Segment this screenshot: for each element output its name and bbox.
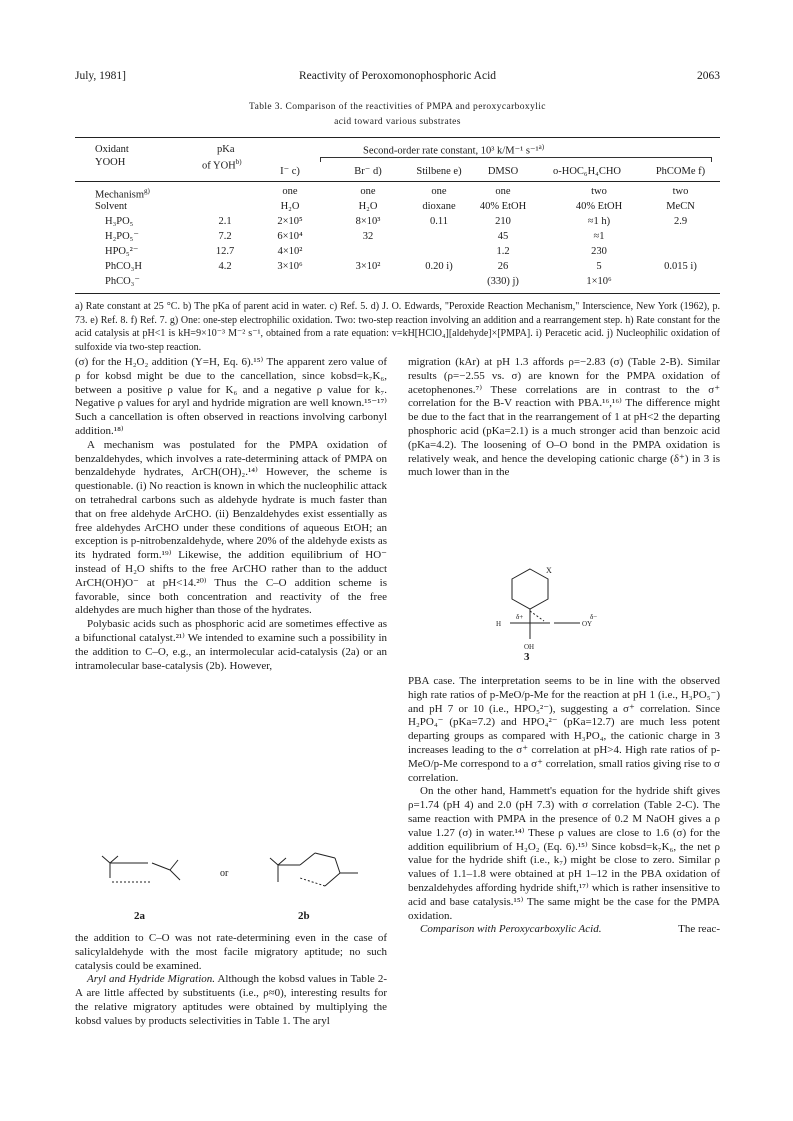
table-caption-line1: Table 3. Comparison of the reactivities of PMPA and peroxycarboxylic [249,102,546,112]
table-row-name: HPO₅²⁻ [105,246,139,257]
header-rate-constant: Second-order rate constant, 10³ k/M⁻¹ s⁻¹$^{a)}$ [363,143,545,157]
table-row-name: PhCO₃H [105,261,142,272]
solvent-cell: H₂O [280,201,300,212]
mechanism-cell: one [360,186,376,197]
section-heading: Comparison with Peroxycarboxylic Acid. [420,923,602,936]
running-head [75,70,720,86]
row-solvent-label: Solvent [95,201,128,212]
table-top-rule [75,137,720,138]
table-cell: 1.2 [496,246,510,257]
table-cell-pka: 2.1 [218,216,232,227]
structure-figure-3 [470,565,650,670]
label-3: 3 [524,651,530,663]
header-pka: pKa [217,144,235,155]
table-cell: 3×10⁶ [277,261,303,272]
mechanism-cell: one [282,186,298,197]
paragraph: Aryl and Hydride Migration. Although the kobsd values in Table 2-A are little affected by substituents (i.e., ρ≈0), interesting results for the relative migratory aptitudes were obtained by multiplying the kobsd values by products selectivities in Table 1. The aryl [75,973,387,1027]
mechanism-cell: two [591,186,607,197]
svg-text:OH: OH [524,643,535,651]
row-mechanism-label: Mechanism$^{g)}$ [95,187,150,201]
table-bottom-rule [75,293,720,294]
table-cell: 230 [591,246,607,257]
paragraph: migration (kAr) at pH 1.3 affords ρ=−2.83 (σ) (Table 2-B). Similar results (ρ=−2.55 vs. σ) are known for the PMPA oxidation of acetophenones.⁷⁾ These correlations are in contrast to the σ⁺ correlation for the B-V reaction with PBA.¹⁶,¹⁶⁾ The difference might be due to the fact that in the rearrangement of 1 at pH<2 the departing phosphoric acid (pKa=2.1) is a much stronger acid than benzoic acid (pKa=4.2). The loosening of O–O bond in the PMPA oxidation is relatively weak, and hence the developing cationic charge (δ⁺) in 3 is much lower than in the [408,356,720,479]
table-footnotes: a) Rate constant at 25 °C. b) The pKa of parent acid in water. c) Ref. 5. d) J. O. Edwards, "Peroxide Reaction Mechanism," Interscience, New York (1962), p. 73. e) Ref. 8. f) Ref. 7. g) One: one-step electrophilic oxidation. Two: two-step reaction involving an addition and a rearrangement step. h) Rate constant for the acid catalysis at pH<1 is kH=9×10⁻³ M⁻² s⁻¹, obtained from a rate equation: v=kH[HClO₄][aldehyde]×[PMPA]. i) Peracetic acid. j) Nucleophilic oxidation of sulfoxide via two-step reaction. [75,301,720,353]
paragraph: A mechanism was postulated for the PMPA oxidation of benzaldehydes, which involves a rate-determining attack of PMPA on benzaldehyde hydrates, ArCH(OH)₂.¹⁴⁾ However, the scheme is questionable. (i) No reaction is known in which the nucleophilic attack on tetrahedral carbons such as aldehyde hydrate is much faster than that on free aldehyde ArCHO. (ii) Benzaldehydes exist essentially as free aldehydes ArCHO under these conditions of aqueous EtOH; an exception is p-nitrobenzaldehyde, where 20% of the aldehyde exists as its hydrated form.¹⁹⁾ Likewise, the addition equilibrium of HO⁻ instead of H₂O shifts to the free ArCHO rather than to the adduct ArCH(OH)O⁻ at pH<14.²⁰⁾ Thus the C–O addition scheme is favorable, since both concentration and reactivity of the free aldehydes are much higher than those of the hydrates. [75,438,387,617]
paragraph: On the other hand, Hammett's equation for the hydride shift gives ρ=1.74 (pH 4) and 2.0 (pH 7.3) with σ correlation (Table 2-C). The same reaction with PMPA in the presence of 0.2 M NaOH gives a ρ value 1.27 (σ) in water.¹⁴⁾ These ρ values are close to 1.6 (σ) for the addition equilibrium of H₂O₂ (Eq. 6).¹⁵⁾ Since kobsd=k₇K₆, the net ρ value for the hydride shift (i.e., k₇) might be close to zero. Similar ρ values of 1.1–1.8 were obtained at pH 1–12 in the PBA oxidation of benzaldehydes affording hydride shift,¹⁷⁾ which is rather insensitive to acid and base catalysis.¹⁵⁾ The same might be the case for the PMPA oxidation. [408,785,720,922]
table-row-name: H₂PO₅⁻ [105,231,139,242]
table-cell: 8×10³ [355,216,381,227]
paragraph: Polybasic acids such as phosphoric acid are sometimes effective as a bifunctional catalyst.²¹⁾ We intended to examine such a possibility in the addition to C–O, e.g., an intermolecular acid-catalysis (2a) or an intramolecular base-catalysis (2b). However, [75,618,387,672]
substrate-iodide: I⁻ c) [280,166,300,177]
mechanism-cell: two [672,186,689,197]
substrate-dmso: DMSO [487,166,519,177]
label-2a: 2a [134,910,145,922]
table-cell: 32 [362,231,374,242]
paragraph: PBA case. The interpretation seems to be in line with the observed high rate ratios of p-MeO/p-Me for the reaction at pH 1 (i.e., H₃PO₅⁻) and pH 7 or 10 (i.e., HPO₅²⁻), suggesting a σ⁺ correlation. Since H₂PO₄⁻ (pKa=7.2) and HPO₄²⁻ (pKa=12.7) are much less potent departing groups as compared with H₃PO₄, the cationic charge in 3 increases leading to the σ⁺ correlation at pH>4. High rate ratios of p-MeO/p-Me correspond to a σ⁺ correlation, small ratios giving rise to σ correlation. [408,675,720,784]
table-cell-pka: 7.2 [218,231,232,242]
substrate-stilbene: Stilbene e) [416,166,462,177]
solvent-cell: 40% EtOH [575,201,623,212]
section-heading: Aryl and Hydride Migration. [87,973,216,986]
table-cell: 0.20 i) [425,261,453,272]
svg-text:δ−: δ− [590,613,598,621]
left-column-top [75,356,387,673]
svg-text:X: X [546,566,552,575]
table-header-rule [75,181,720,182]
header-rate-brace [320,157,712,162]
table-cell: 6×10⁴ [277,231,303,242]
table-cell: 2×10⁵ [277,216,303,227]
table-row-name: H₃PO₅ [105,216,134,227]
table-cell: 26 [497,261,509,272]
table-cell: 1×10⁶ [586,276,612,287]
paragraph: Comparison with Peroxycarboxylic Acid. The reac- [420,923,720,936]
label-or: or [220,868,229,879]
label-2b: 2b [298,910,310,922]
table-cell-pka: 4.2 [218,261,232,272]
solvent-cell: MeCN [666,201,695,212]
solvent-cell: 40% EtOH [479,201,527,212]
header-pka-sub: of YOH$^{b)}$ [202,158,242,172]
svg-text:OY: OY [582,620,593,628]
svg-text:δ+: δ+ [516,613,524,621]
article-short-title: Reactivity of Peroxomonophosphoric Acid [298,70,497,82]
right-column-top [408,356,720,480]
table-cell: 45 [497,231,509,242]
left-column-bottom [75,932,387,1029]
table-cell: 0.11 [430,216,448,227]
header-oxidant: Oxidant [95,144,129,155]
header-yooh: YOOH [95,157,126,168]
mechanism-cell: one [431,186,447,197]
substrate-acetophenone: PhCOMe f) [655,166,706,177]
solvent-cell: dioxane [422,201,456,212]
structure-3-drawing [470,565,650,660]
issue-date: July, 1981] [75,70,127,82]
paragraph: the addition to C–O was not rate-determining even in the case of salicylaldehyde with the most facile migratory aptitude; no such catalysis could be examined. [75,932,387,972]
structure-figure-2 [90,848,380,928]
table-caption-line2: acid toward various substrates [334,117,461,127]
page-number: 2063 [697,70,720,82]
svg-text:H: H [496,620,502,628]
substrate-salicylaldehyde: o-HOC₆H₄CHO [553,166,621,177]
table-cell: (330) j) [487,276,519,287]
substrate-bromide: Br⁻ d) [354,166,382,177]
right-column-bottom [408,675,720,937]
table-cell: 5 [596,261,602,272]
solvent-cell: H₂O [358,201,378,212]
table-cell: ≈1 h) [587,216,611,227]
table-caption [75,100,720,130]
table-cell: 210 [495,216,511,227]
mechanism-cell: one [495,186,511,197]
table-row-name: PhCO₃⁻ [105,276,140,287]
table-cell: 4×10² [277,246,303,257]
table-cell-pka: 12.7 [215,246,235,257]
table-cell: ≈1 [593,231,605,242]
table-cell: 0.015 i) [664,261,697,272]
table-cell: 2.9 [673,216,688,227]
table-cell: 3×10² [355,261,381,272]
paragraph: (σ) for the H₂O₂ addition (Y=H, Eq. 6).¹⁵⁾ The apparent zero value of ρ for kobsd might be due to the cancellation, since kobsd=k₇K₆, between a positive ρ value for K₆ and a negative ρ value for k₇. Negative ρ values for aryl and hydride migration are well known.¹⁵⁻¹⁷⁾ Such a cancellation is often observed in reactions involving carbonyl addition.¹⁸⁾ [75,356,387,437]
